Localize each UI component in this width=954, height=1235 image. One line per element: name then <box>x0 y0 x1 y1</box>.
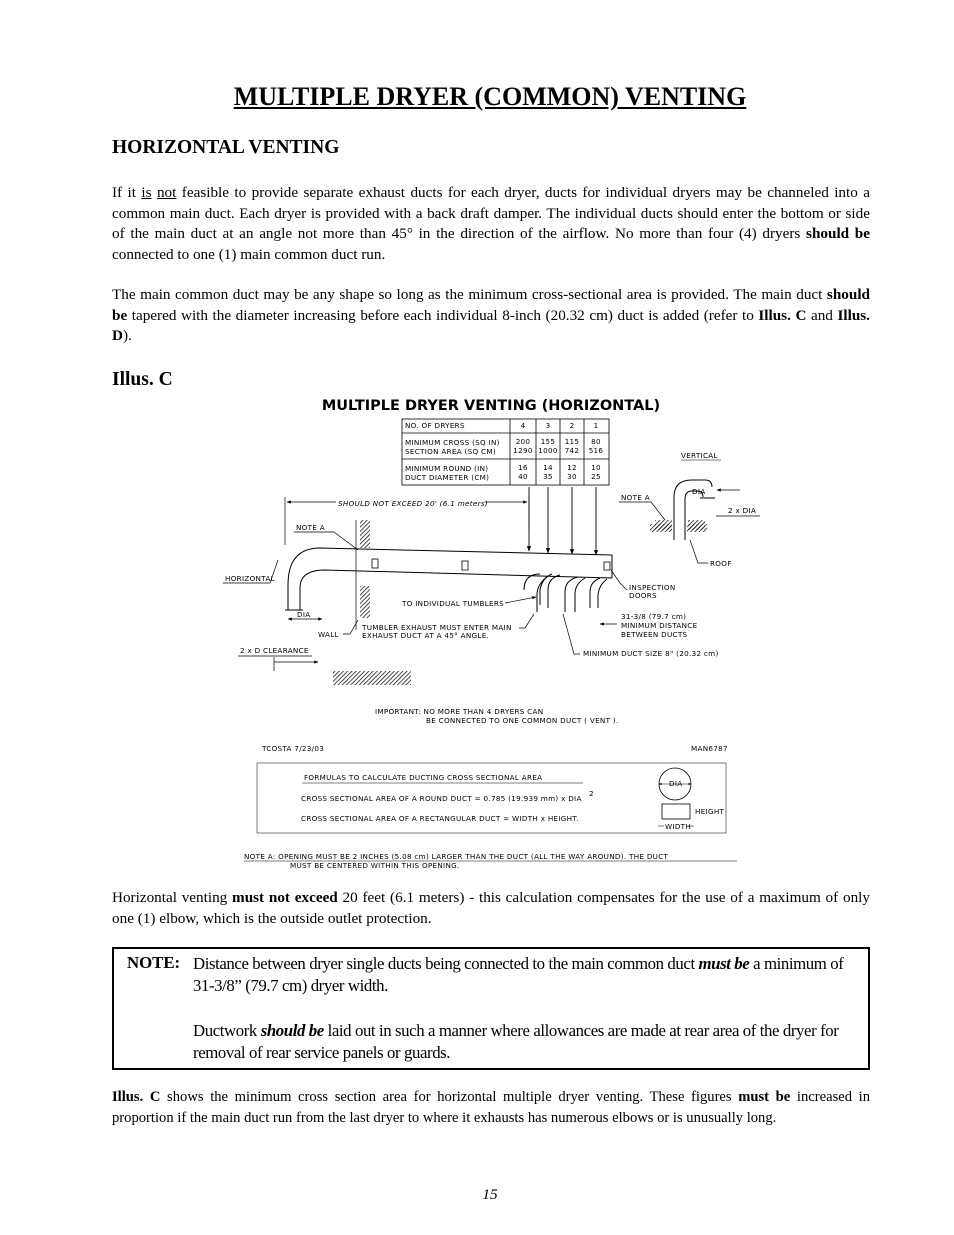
text-run: tapered with the diameter increasing before each individual 8-inch (20.32 cm) duct is added (refer to <box>127 306 759 324</box>
table-row-dia-label-b: DUCT DIAMETER (CM) <box>405 473 490 482</box>
bold-italic-must-be: must be <box>698 954 750 973</box>
label-horizontal: HORIZONTAL <box>225 574 275 583</box>
label-important-b: BE CONNECTED TO ONE COMMON DUCT ( VENT ). <box>426 716 619 725</box>
table-values <box>513 421 603 481</box>
formula-title: FORMULAS TO CALCULATE DUCTING CROSS SECTIONAL AREA <box>304 773 543 782</box>
label-dia-right: DIA <box>692 487 706 496</box>
bold-illus-d: Illus. D <box>112 306 870 344</box>
formula-height: HEIGHT <box>695 807 725 816</box>
label-roof: ROOF <box>710 559 732 568</box>
label-tumbler-exhaust-b: EXHAUST DUCT AT A 45° ANGLE. <box>362 631 490 640</box>
table-cell: 4 <box>520 421 526 430</box>
wall-lower <box>360 586 370 618</box>
formula-dia: DIA <box>669 779 683 788</box>
floor-hatch <box>333 671 411 685</box>
text-run: increased in proportion if the main duct run from the last dryer to where it exhausts has numerous elbows or is unusually long. <box>112 1089 871 1126</box>
label-wall: WALL <box>318 630 339 639</box>
table-cell: 2 <box>569 421 575 430</box>
note-a-line2: MUST BE CENTERED WITHIN THIS OPENING. <box>290 861 460 870</box>
label-dia-left: DIA <box>297 610 311 619</box>
text-run: a minimum of 31-3/8” (79.7 cm) dryer width. <box>193 954 844 995</box>
text-run: Horizontal venting <box>112 889 233 906</box>
table-cell: 10 <box>591 463 601 472</box>
text-run: 20 feet (6.1 meters) - this calculation compensates for the use of a maximum of only one (1) elbow, which is the outside outlet protection. <box>112 889 870 927</box>
label-min-distance-a: 31-3/8 (79.7 cm) <box>621 612 687 621</box>
label-inspection-a: INSPECTION <box>629 583 676 592</box>
underlined-not: not <box>156 184 177 201</box>
label-2x-dia: 2 x DIA <box>728 506 757 515</box>
label-vertical: VERTICAL <box>681 451 718 460</box>
section-heading: HORIZONTAL VENTING <box>112 137 340 158</box>
label-min-distance-c: BETWEEN DUCTS <box>621 630 688 639</box>
text-run: connected to one (1) main common duct run. <box>112 245 386 263</box>
table-cell: 16 <box>518 463 528 472</box>
table-cell: 155 <box>540 437 556 446</box>
formula-width: WIDTH <box>665 822 692 831</box>
table-cell: 25 <box>591 472 601 481</box>
table-cell: 3 <box>545 421 551 430</box>
diagram-title: MULTIPLE DRYER VENTING (HORIZONTAL) <box>321 398 661 414</box>
note-line-1 <box>193 953 859 997</box>
table-row-dryers-label: NO. OF DRYERS <box>405 421 465 430</box>
label-should-not-exceed: SHOULD NOT EXCEED 20' (6.1 meters) <box>338 499 488 508</box>
bold-must-be: must be <box>738 1089 791 1105</box>
table-cell: 40 <box>518 472 528 481</box>
table-cell: 1000 <box>538 446 558 455</box>
text-run: and <box>806 306 838 324</box>
text-run: laid out in such a manner where allowances are made at rear area of the dryer for removal of rear service panels or guards. <box>193 1021 839 1062</box>
text-run: Distance between dryer single ducts being connected to the main common duct <box>193 954 699 973</box>
page-title: MULTIPLE DRYER (COMMON) VENTING <box>233 82 747 111</box>
table-cell: 115 <box>564 437 580 446</box>
text-run: feasible to provide separate exhaust ducts for each dryer, ducts for individual dryers may be channeled into a common main duct. Each dryer is provided with a back draft damper. The individual ducts should enter the bottom or side of the main duct at an angle not more than 45° in the direction of the airflow. No more than four (4) dryers <box>112 184 870 242</box>
branch-ducts <box>524 574 607 612</box>
text-run: If it <box>112 184 142 201</box>
label-clearance: 2 x D CLEARANCE <box>240 646 309 655</box>
underlined-is: is <box>141 184 152 201</box>
paragraph-duct-shape <box>112 285 870 347</box>
venting-diagram <box>0 390 954 880</box>
label-note-a-right: NOTE A <box>621 493 650 502</box>
table-cell: 742 <box>564 446 580 455</box>
paragraph-common-duct <box>112 183 870 265</box>
paragraph-illus-summary <box>112 1087 870 1128</box>
formula-round: CROSS SECTIONAL AREA OF A ROUND DUCT = 0.785 (19.939 mm) x DIA <box>301 794 582 803</box>
table-cell: 200 <box>515 437 531 446</box>
note-box <box>112 947 870 1070</box>
bold-should-be: should be <box>806 225 870 242</box>
illustration-label: Illus. C <box>112 369 173 390</box>
formula-rect: CROSS SECTIONAL AREA OF A RECTANGULAR DUCT = WIDTH x HEIGHT. <box>301 814 579 823</box>
table-cell: 14 <box>543 463 553 472</box>
label-tumbler-exhaust-a: TUMBLER EXHAUST MUST ENTER MAIN <box>362 623 512 632</box>
table-cell: 1290 <box>513 446 533 455</box>
bold-italic-should-be: should be <box>260 1021 324 1040</box>
text-run: The main common duct may be any shape so long as the minimum cross-sectional area is provided. The main duct <box>112 286 827 303</box>
table-row-area-label-b: SECTION AREA (SQ CM) <box>405 447 496 456</box>
rect-duct-symbol <box>662 804 690 819</box>
label-author: TCOSTA 7/23/03 <box>262 744 325 753</box>
text-run: shows the minimum cross section area for horizontal multiple dryer venting. These figures <box>160 1089 739 1105</box>
table-cell: 35 <box>543 472 553 481</box>
bold-illus-c: Illus. C <box>758 306 807 324</box>
note-a-line1: NOTE A: OPENING MUST BE 2 INCHES (5.08 cm) LARGER THAN THE DUCT (ALL THE WAY AROUND). THE DUCT <box>244 852 669 861</box>
note-line-2 <box>193 1020 859 1064</box>
text-run: Ductwork <box>193 1021 261 1040</box>
roof-hatch <box>650 524 672 532</box>
table-cell: 516 <box>588 446 604 455</box>
label-inspection-b: DOORS <box>629 591 657 600</box>
paragraph-horizontal-limit <box>112 888 870 929</box>
bold-illus-c: Illus. C <box>112 1089 161 1105</box>
page-number: 15 <box>482 1186 498 1203</box>
table-cell: 1 <box>593 421 599 430</box>
label-min-distance-b: MINIMUM DISTANCE <box>621 621 698 630</box>
table-row-dia-label-a: MINIMUM ROUND (IN) <box>405 464 489 473</box>
text-run: ). <box>122 327 132 344</box>
wall-upper <box>360 520 370 548</box>
formula-round-sup: 2 <box>589 789 594 798</box>
table-cell: 30 <box>567 472 577 481</box>
bold-must-not-exceed: must not exceed <box>232 889 338 906</box>
table-cell: 12 <box>567 463 577 472</box>
label-important-a: IMPORTANT: NO MORE THAN 4 DRYERS CAN <box>375 707 544 716</box>
label-note-a-left: NOTE A <box>296 523 325 532</box>
label-min-duct-size: MINIMUM DUCT SIZE 8" (20.32 cm) <box>583 649 719 658</box>
label-drawing-no: MAN6787 <box>691 744 728 753</box>
bold-should-be: should be <box>112 286 870 324</box>
table-cell: 80 <box>591 437 601 446</box>
label-to-individual-tumblers: TO INDIVIDUAL TUMBLERS <box>402 599 505 608</box>
table-row-area-label-a: MINIMUM CROSS (SQ IN) <box>405 438 500 447</box>
table-arrows <box>529 487 596 555</box>
note-label: NOTE: <box>127 953 181 972</box>
